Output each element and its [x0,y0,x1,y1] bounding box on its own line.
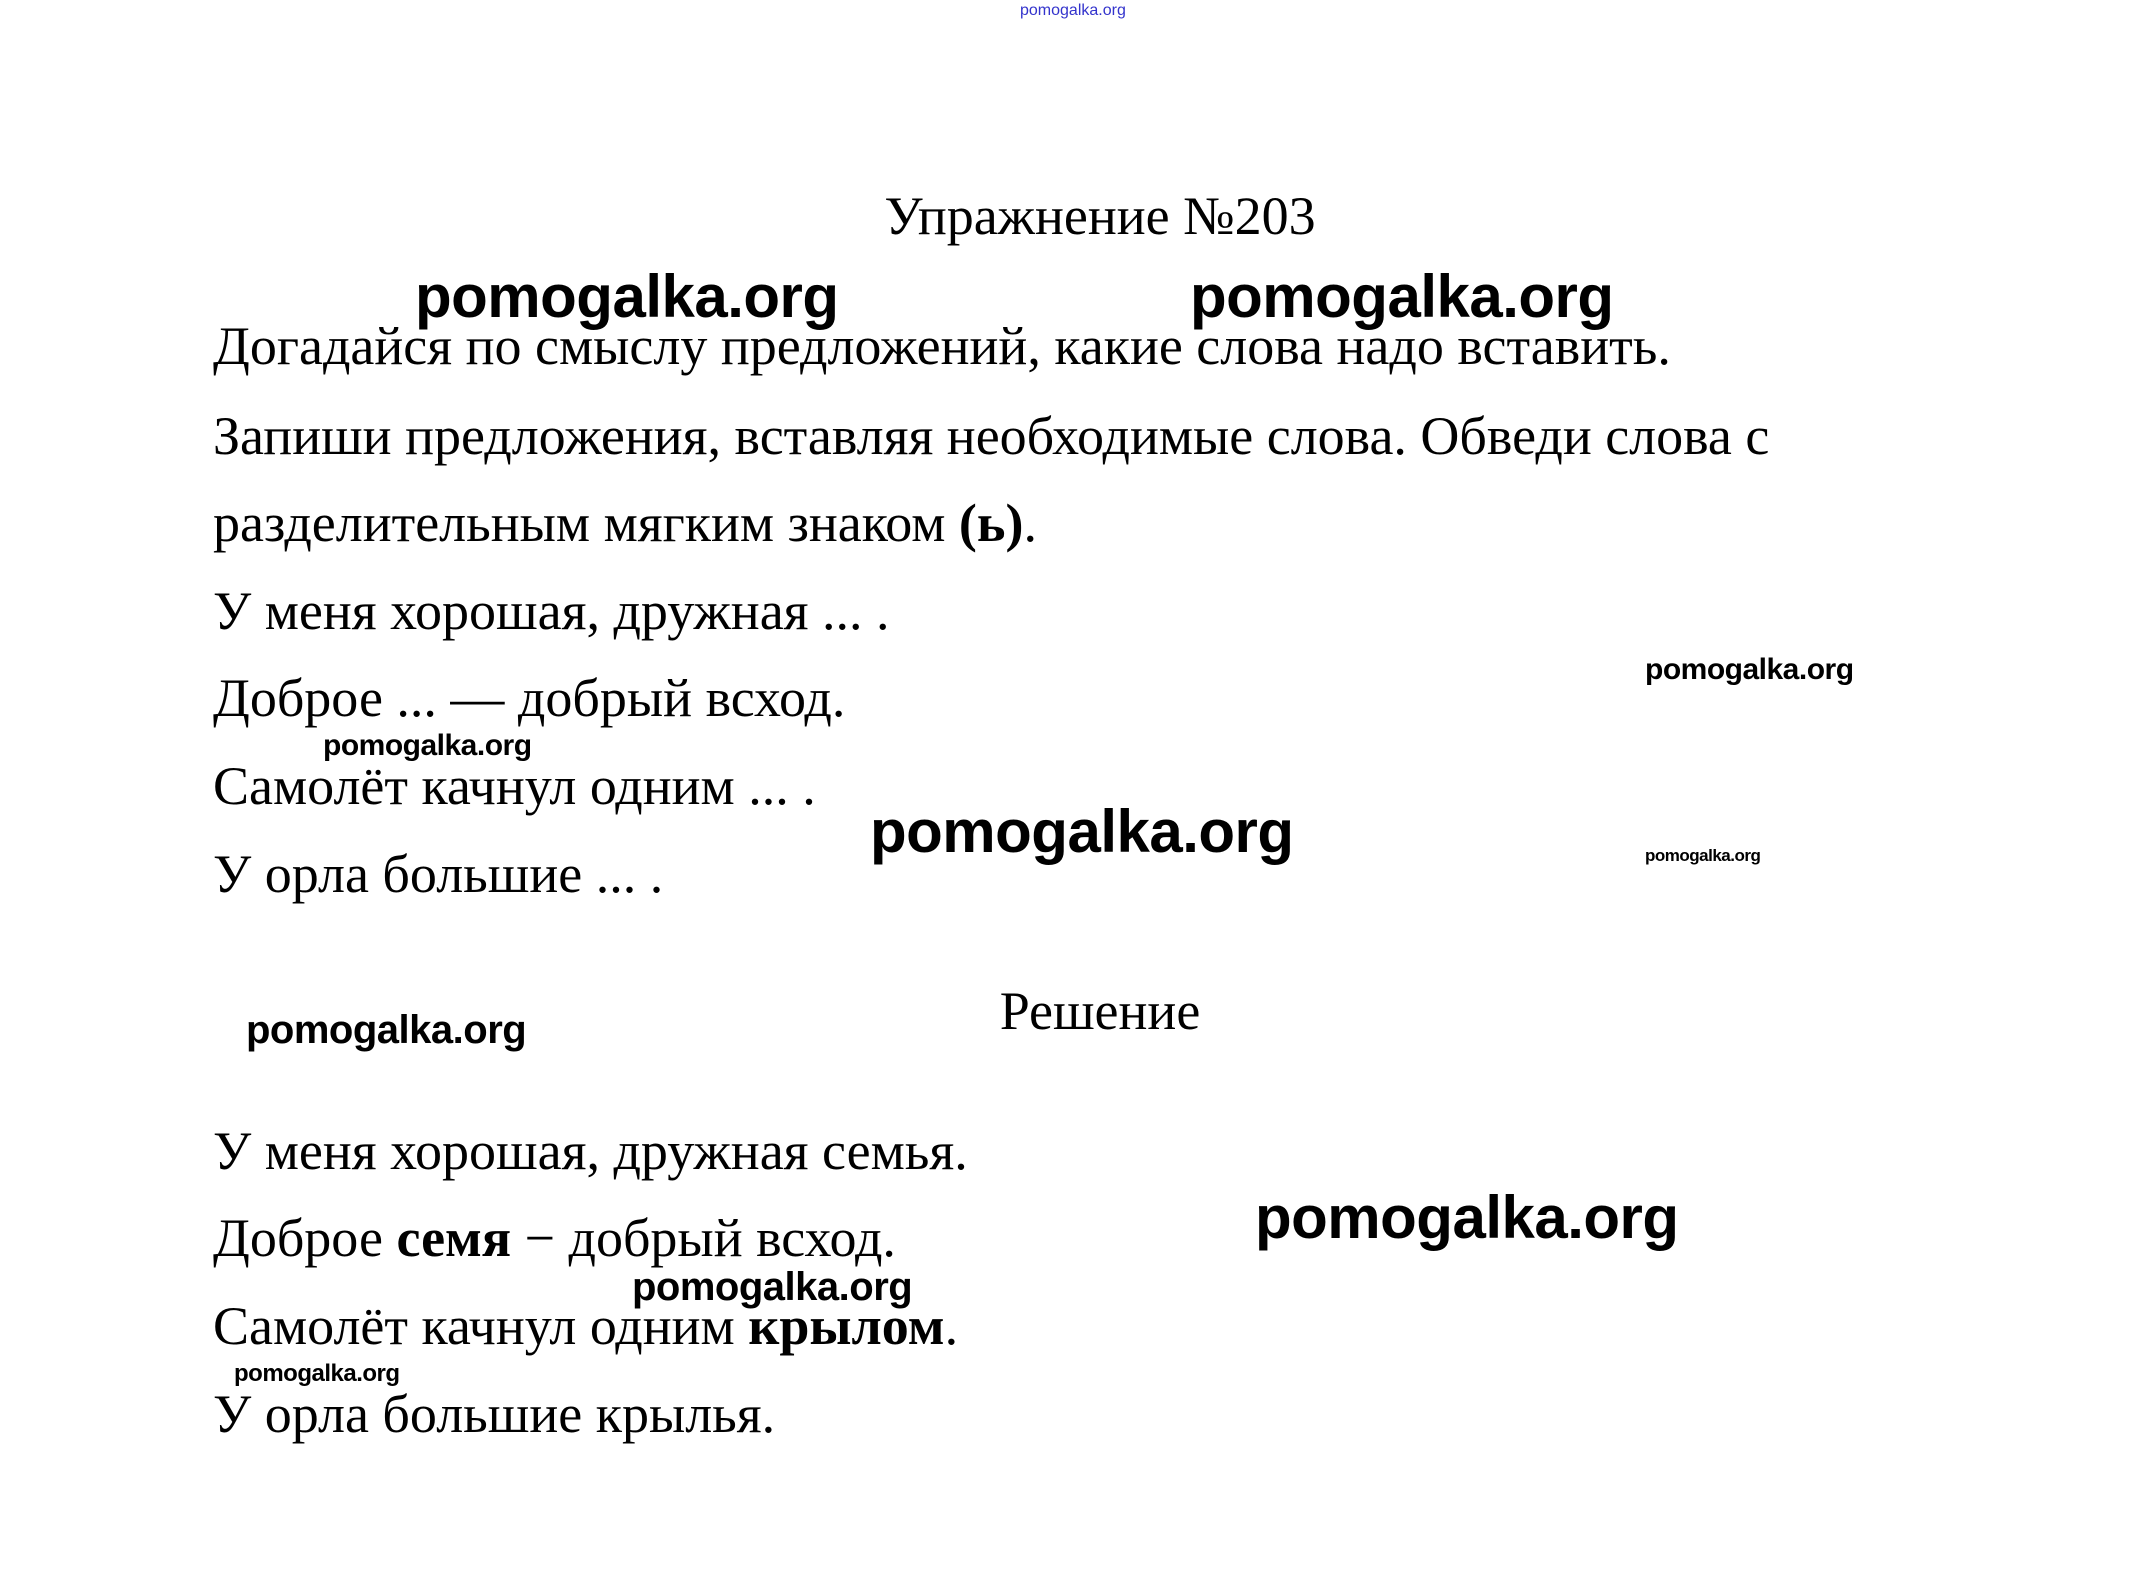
watermark: pomogalka.org [870,798,1294,865]
soft-sign-bold: (ь) [958,493,1024,553]
watermark: pomogalka.org [1645,846,1761,865]
sentence-4: У орла большие ... . [213,844,664,904]
sentence-2: Доброе ... — добрый всход. [213,668,846,728]
answer-2 [213,1208,896,1268]
answer-4: У орла большие крылья. [213,1384,776,1444]
watermark: pomogalka.org [1645,653,1854,686]
task-line-3-text: разделительным мягким знаком [213,493,959,553]
answer-1: У меня хорошая, дружная семья. [213,1121,968,1181]
watermark: pomogalka.org [234,1360,400,1387]
answer-2-word: семя [396,1208,512,1268]
watermark: pomogalka.org [323,729,532,762]
task-line-3 [213,493,1037,553]
solution-heading: Решение [999,981,1201,1041]
watermark: pomogalka.org [632,1265,913,1309]
page-title: Упражнение №203 [884,186,1316,246]
task-line-3-end: . [1023,493,1037,553]
header-site-link[interactable]: pomogalka.org [1020,2,1126,19]
watermark: pomogalka.org [1190,263,1614,330]
task-line-1: Догадайся по смыслу предложений, какие слова надо вставить. [213,316,1671,376]
answer-2-pre: Доброе [213,1208,397,1268]
watermark: pomogalka.org [246,1008,527,1052]
answer-3-pre: Самолёт качнул одним [213,1296,749,1356]
watermark: pomogalka.org [1255,1184,1679,1251]
watermark: pomogalka.org [415,263,839,330]
answer-3-word: крылом [748,1296,945,1356]
sentence-1: У меня хорошая, дружная ... . [213,581,890,641]
answer-3-post: . [944,1296,959,1356]
sentence-3: Самолёт качнул одним ... . [213,756,816,816]
task-line-2: Запиши предложения, вставляя необходимые слова. Обведи слова с [213,406,1770,466]
answer-2-post: − добрый всход. [511,1208,896,1268]
